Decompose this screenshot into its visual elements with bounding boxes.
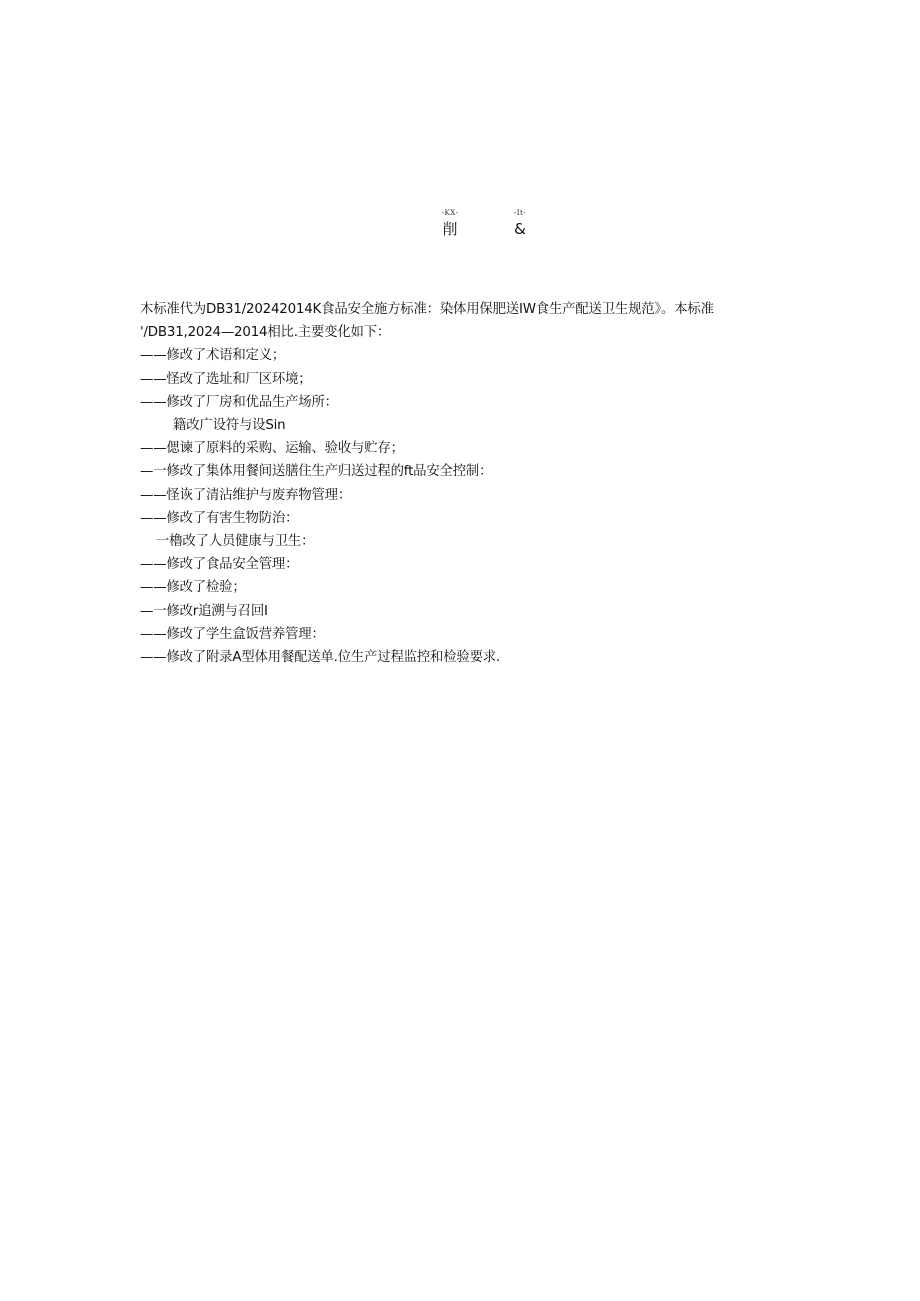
intro-line-2: '/DB31,2024—2014相比.主要变化如下：: [140, 325, 391, 341]
heading-left: [420, 208, 480, 239]
change-item: ——修改了食品安全管理：: [140, 557, 299, 573]
change-item: ——修改了学生盒饭营养管理：: [140, 626, 325, 642]
heading-left-char: 削: [442, 220, 458, 238]
change-item: ——怪改了选址和厂区环境；: [140, 371, 312, 387]
change-item: ——修改了有害生物防治：: [140, 510, 299, 526]
change-item: ——修改了附录A型体用餐配送单.位生产过程监控和检验要求.: [140, 650, 501, 666]
change-item: ——怪诙了清沾维护与废弃物管理：: [140, 487, 352, 503]
section-heading: [0, 208, 920, 248]
change-item: ——修改了厂房和优品生产场所：: [140, 394, 338, 410]
change-item: —一修改了集体用餐间送膳住生产归送过程的ft品安全控制：: [140, 464, 493, 480]
heading-left-ruby: -KX-: [441, 209, 459, 217]
change-item: 籍改广设符与设Sin: [173, 418, 286, 434]
change-item: —一修改r追溯与召回I: [140, 603, 268, 619]
change-item: ——修改了检验；: [140, 580, 246, 596]
heading-right-ruby: -It-: [513, 209, 527, 217]
body-text: [140, 298, 800, 669]
heading-right-char: &: [514, 220, 526, 238]
heading-right: [490, 208, 550, 239]
change-item: ——修改了术语和定义；: [140, 348, 286, 364]
change-item: 一櫓改了人员健康与卫生：: [156, 534, 315, 550]
change-item: ——偲谏了原料的采购、运输、验收与贮存；: [140, 441, 404, 457]
intro-line-1: 木标准代为DB31/20242014K食品安全施方标准：染体用保肥送IW食生产配送卫生规范》。本标准: [140, 302, 714, 317]
